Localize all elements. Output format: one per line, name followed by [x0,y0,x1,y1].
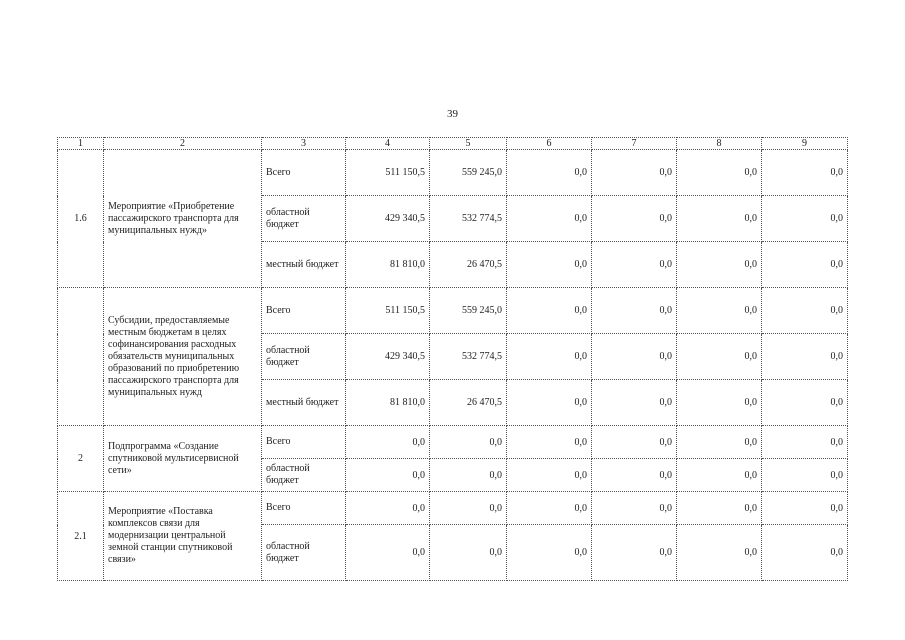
column-header: 1 [58,138,104,150]
value-cell: 0,0 [762,426,848,459]
value-cell: 0,0 [677,492,762,525]
value-cell: 0,0 [507,525,592,581]
value-cell: 0,0 [762,334,848,380]
column-header: 9 [762,138,848,150]
item-name: Субсидии, предоставляемые местным бюджетам в целях софинансирования расходных обязательств муниципальных образований по приобретению пассажирского транспорта для муниципальных нужд [104,288,262,426]
budget-table [57,137,848,581]
value-cell: 0,0 [592,334,677,380]
item-name: Мероприятие «Поставка комплексов связи для модернизации центральной земной станции спутниковой связи» [104,492,262,581]
column-header: 2 [104,138,262,150]
column-header: 4 [346,138,430,150]
value-cell: 0,0 [507,492,592,525]
value-cell: 0,0 [507,334,592,380]
value-cell: 0,0 [346,426,430,459]
item-name: Мероприятие «Приобретение пассажирского транспорта для муниципальных нужд» [104,150,262,288]
value-cell: 0,0 [507,242,592,288]
value-cell: 511 150,5 [346,150,430,196]
item-number: 2 [58,426,104,492]
value-cell: 0,0 [592,150,677,196]
value-cell: 0,0 [507,459,592,492]
value-cell: 0,0 [592,242,677,288]
value-cell: 0,0 [677,426,762,459]
value-cell: 0,0 [677,196,762,242]
value-cell: 532 774,5 [430,334,507,380]
column-header: 5 [430,138,507,150]
value-cell: 26 470,5 [430,380,507,426]
column-header: 3 [262,138,346,150]
value-cell: 0,0 [677,288,762,334]
column-header: 6 [507,138,592,150]
value-cell: 0,0 [677,525,762,581]
value-cell: 0,0 [677,334,762,380]
value-cell: 0,0 [762,380,848,426]
value-cell: 0,0 [507,288,592,334]
value-cell: 0,0 [762,242,848,288]
table-row [58,492,848,525]
value-cell: 0,0 [507,150,592,196]
table-body [58,150,848,581]
value-cell: 0,0 [346,525,430,581]
funding-source: областной бюджет [262,459,346,492]
value-cell: 0,0 [762,288,848,334]
funding-source: областной бюджет [262,525,346,581]
value-cell: 81 810,0 [346,242,430,288]
table-header-row [58,138,848,150]
value-cell: 0,0 [430,525,507,581]
value-cell: 0,0 [592,525,677,581]
funding-source: областной бюджет [262,334,346,380]
value-cell: 0,0 [592,492,677,525]
table-row [58,150,848,196]
funding-source: областной бюджет [262,196,346,242]
funding-source: Всего [262,150,346,196]
value-cell: 0,0 [430,492,507,525]
value-cell: 0,0 [346,492,430,525]
value-cell: 0,0 [762,525,848,581]
item-number: 2.1 [58,492,104,581]
value-cell: 0,0 [762,196,848,242]
value-cell: 532 774,5 [430,196,507,242]
item-number [58,288,104,426]
value-cell: 0,0 [346,459,430,492]
funding-source: местный бюджет [262,242,346,288]
value-cell: 0,0 [592,459,677,492]
value-cell: 26 470,5 [430,242,507,288]
funding-source: Всего [262,426,346,459]
value-cell: 559 245,0 [430,150,507,196]
value-cell: 0,0 [507,426,592,459]
value-cell: 0,0 [430,426,507,459]
value-cell: 0,0 [762,459,848,492]
value-cell: 0,0 [762,150,848,196]
value-cell: 429 340,5 [346,334,430,380]
value-cell: 559 245,0 [430,288,507,334]
funding-source: Всего [262,288,346,334]
column-header: 7 [592,138,677,150]
value-cell: 0,0 [507,380,592,426]
value-cell: 0,0 [677,242,762,288]
funding-source: Всего [262,492,346,525]
value-cell: 0,0 [430,459,507,492]
value-cell: 81 810,0 [346,380,430,426]
funding-source: местный бюджет [262,380,346,426]
value-cell: 511 150,5 [346,288,430,334]
item-number: 1.6 [58,150,104,288]
table-row [58,288,848,334]
value-cell: 0,0 [677,150,762,196]
value-cell: 0,0 [677,459,762,492]
value-cell: 0,0 [762,492,848,525]
value-cell: 0,0 [592,426,677,459]
value-cell: 0,0 [677,380,762,426]
value-cell: 0,0 [592,196,677,242]
value-cell: 0,0 [592,380,677,426]
item-name: Подпрограмма «Создание спутниковой мультисервисной сети» [104,426,262,492]
page-number: 39 [447,108,458,120]
value-cell: 429 340,5 [346,196,430,242]
table-row [58,426,848,459]
value-cell: 0,0 [592,288,677,334]
value-cell: 0,0 [507,196,592,242]
column-header: 8 [677,138,762,150]
